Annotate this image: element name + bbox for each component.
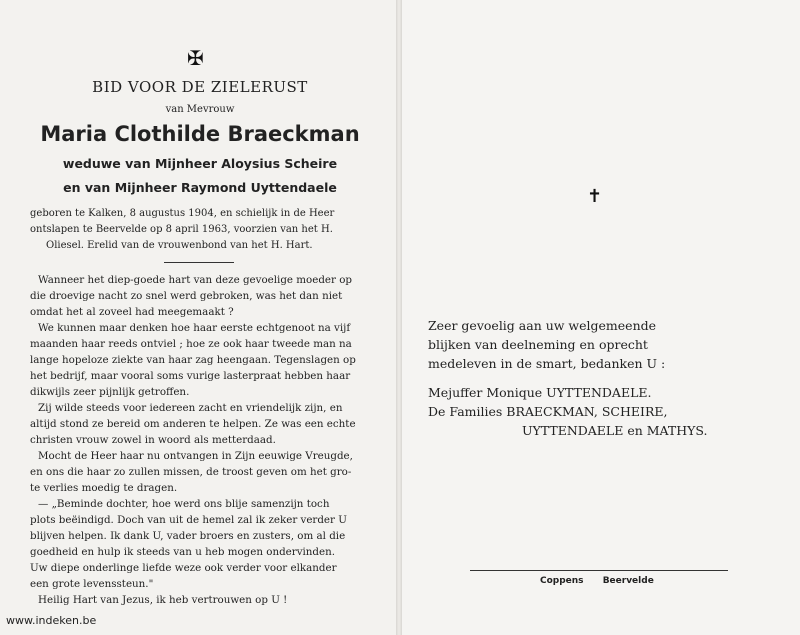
bio-line: geboren te Kalken, 8 augustus 1904, en schielijk in de Heer bbox=[30, 208, 335, 219]
text-line: te verlies moedig te dragen. bbox=[30, 482, 178, 494]
text-line: een grote levenssteun." bbox=[30, 578, 154, 590]
text-line: christen vrouw zowel in woord als metterdaad. bbox=[30, 434, 276, 446]
text-line: lange hopeloze ziekte van haar zag heengaan. Tegenslagen op bbox=[30, 354, 356, 366]
text-line: plots beëindigd. Doch van uit de hemel zal ik zeker verder U bbox=[30, 514, 347, 526]
thanks-line bbox=[428, 373, 707, 383]
bio-line: ontslapen te Beervelde op 8 april 1963, voorzien van het H. bbox=[30, 224, 333, 235]
widow-line-2: en van Mijnheer Raymond Uyttendaele bbox=[63, 180, 337, 195]
memorial-text bbox=[30, 272, 382, 608]
text-line: Mocht de Heer haar nu ontvangen in Zijn eeuwige Vreugde, bbox=[38, 450, 353, 462]
prayer-title: BID VOOR DE ZIELERUST bbox=[92, 78, 308, 96]
text-line: Uw diepe onderlinge liefde weze ook verder voor elkander bbox=[30, 562, 337, 574]
text-line: goedheid en hulp ik steeds van u heb mogen ondervinden. bbox=[30, 546, 336, 558]
deceased-name: Maria Clothilde Braeckman bbox=[40, 122, 360, 146]
thanks-line: Zeer gevoelig aan uw welgemeende bbox=[428, 318, 657, 333]
text-line: het bedrijf, maar vooral soms vurige lasterpraat hebben haar bbox=[30, 370, 351, 382]
divider bbox=[164, 262, 234, 263]
thanks-line: medeleven in de smart, bedanken U : bbox=[428, 356, 666, 371]
widow-line-1: weduwe van Mijnheer Aloysius Scheire bbox=[62, 156, 338, 171]
text-line: dikwijls zeer pijnlijk getroffen. bbox=[30, 386, 190, 398]
text-line: altijd stond ze bereid om anderen te helpen. Ze was een echte bbox=[30, 418, 356, 430]
watermark: www.indeken.be bbox=[6, 614, 97, 627]
cross-icon: ✠ bbox=[187, 46, 204, 70]
text-line: Zij wilde steeds voor iedereen zacht en vriendelijk zijn, en bbox=[38, 402, 343, 414]
text-line: en ons die haar zo zullen missen, de troost geven om het gro- bbox=[30, 466, 352, 478]
printer-mark bbox=[540, 576, 670, 586]
text-line: die droevige nacht zo snel werd gebroken, was het dan niet bbox=[30, 290, 343, 302]
printer-name: Coppens bbox=[540, 576, 584, 586]
page-fold bbox=[396, 0, 402, 635]
text-line: blijven helpen. Ik dank U, vader broers en zusters, om al die bbox=[30, 530, 346, 542]
text-line: omdat het al zoveel had meegemaakt ? bbox=[30, 306, 234, 318]
text-line: maanden haar reeds ontviel ; hoe ze ook haar tweede man na bbox=[30, 338, 352, 350]
cross-icon: ✝ bbox=[587, 186, 603, 207]
text-line: Heilig Hart van Jezus, ik heb vertrouwen op U ! bbox=[38, 594, 288, 606]
thanks-text bbox=[428, 316, 707, 440]
biography bbox=[30, 206, 375, 254]
honorific: van Mevrouw bbox=[165, 104, 235, 115]
family-line: Mejuffer Monique UYTTENDAELE. bbox=[428, 385, 652, 400]
text-line: Wanneer het diep-goede hart van deze gevoelige moeder op bbox=[38, 274, 353, 286]
thanks-line: blijken van deelneming en oprecht bbox=[428, 337, 648, 352]
family-line: UYTTENDAELE en MATHYS. bbox=[522, 423, 708, 438]
text-line: — „Beminde dochter, hoe werd ons blije samenzijn toch bbox=[38, 498, 330, 510]
printer-place: Beervelde bbox=[602, 576, 654, 586]
text-line: We kunnen maar denken hoe haar eerste echtgenoot na vijf bbox=[38, 322, 351, 334]
printer-divider bbox=[470, 570, 728, 571]
family-line: De Families BRAECKMAN, SCHEIRE, bbox=[428, 404, 668, 419]
bio-line: Oliesel. Erelid van de vrouwenbond van het H. Hart. bbox=[46, 240, 313, 251]
